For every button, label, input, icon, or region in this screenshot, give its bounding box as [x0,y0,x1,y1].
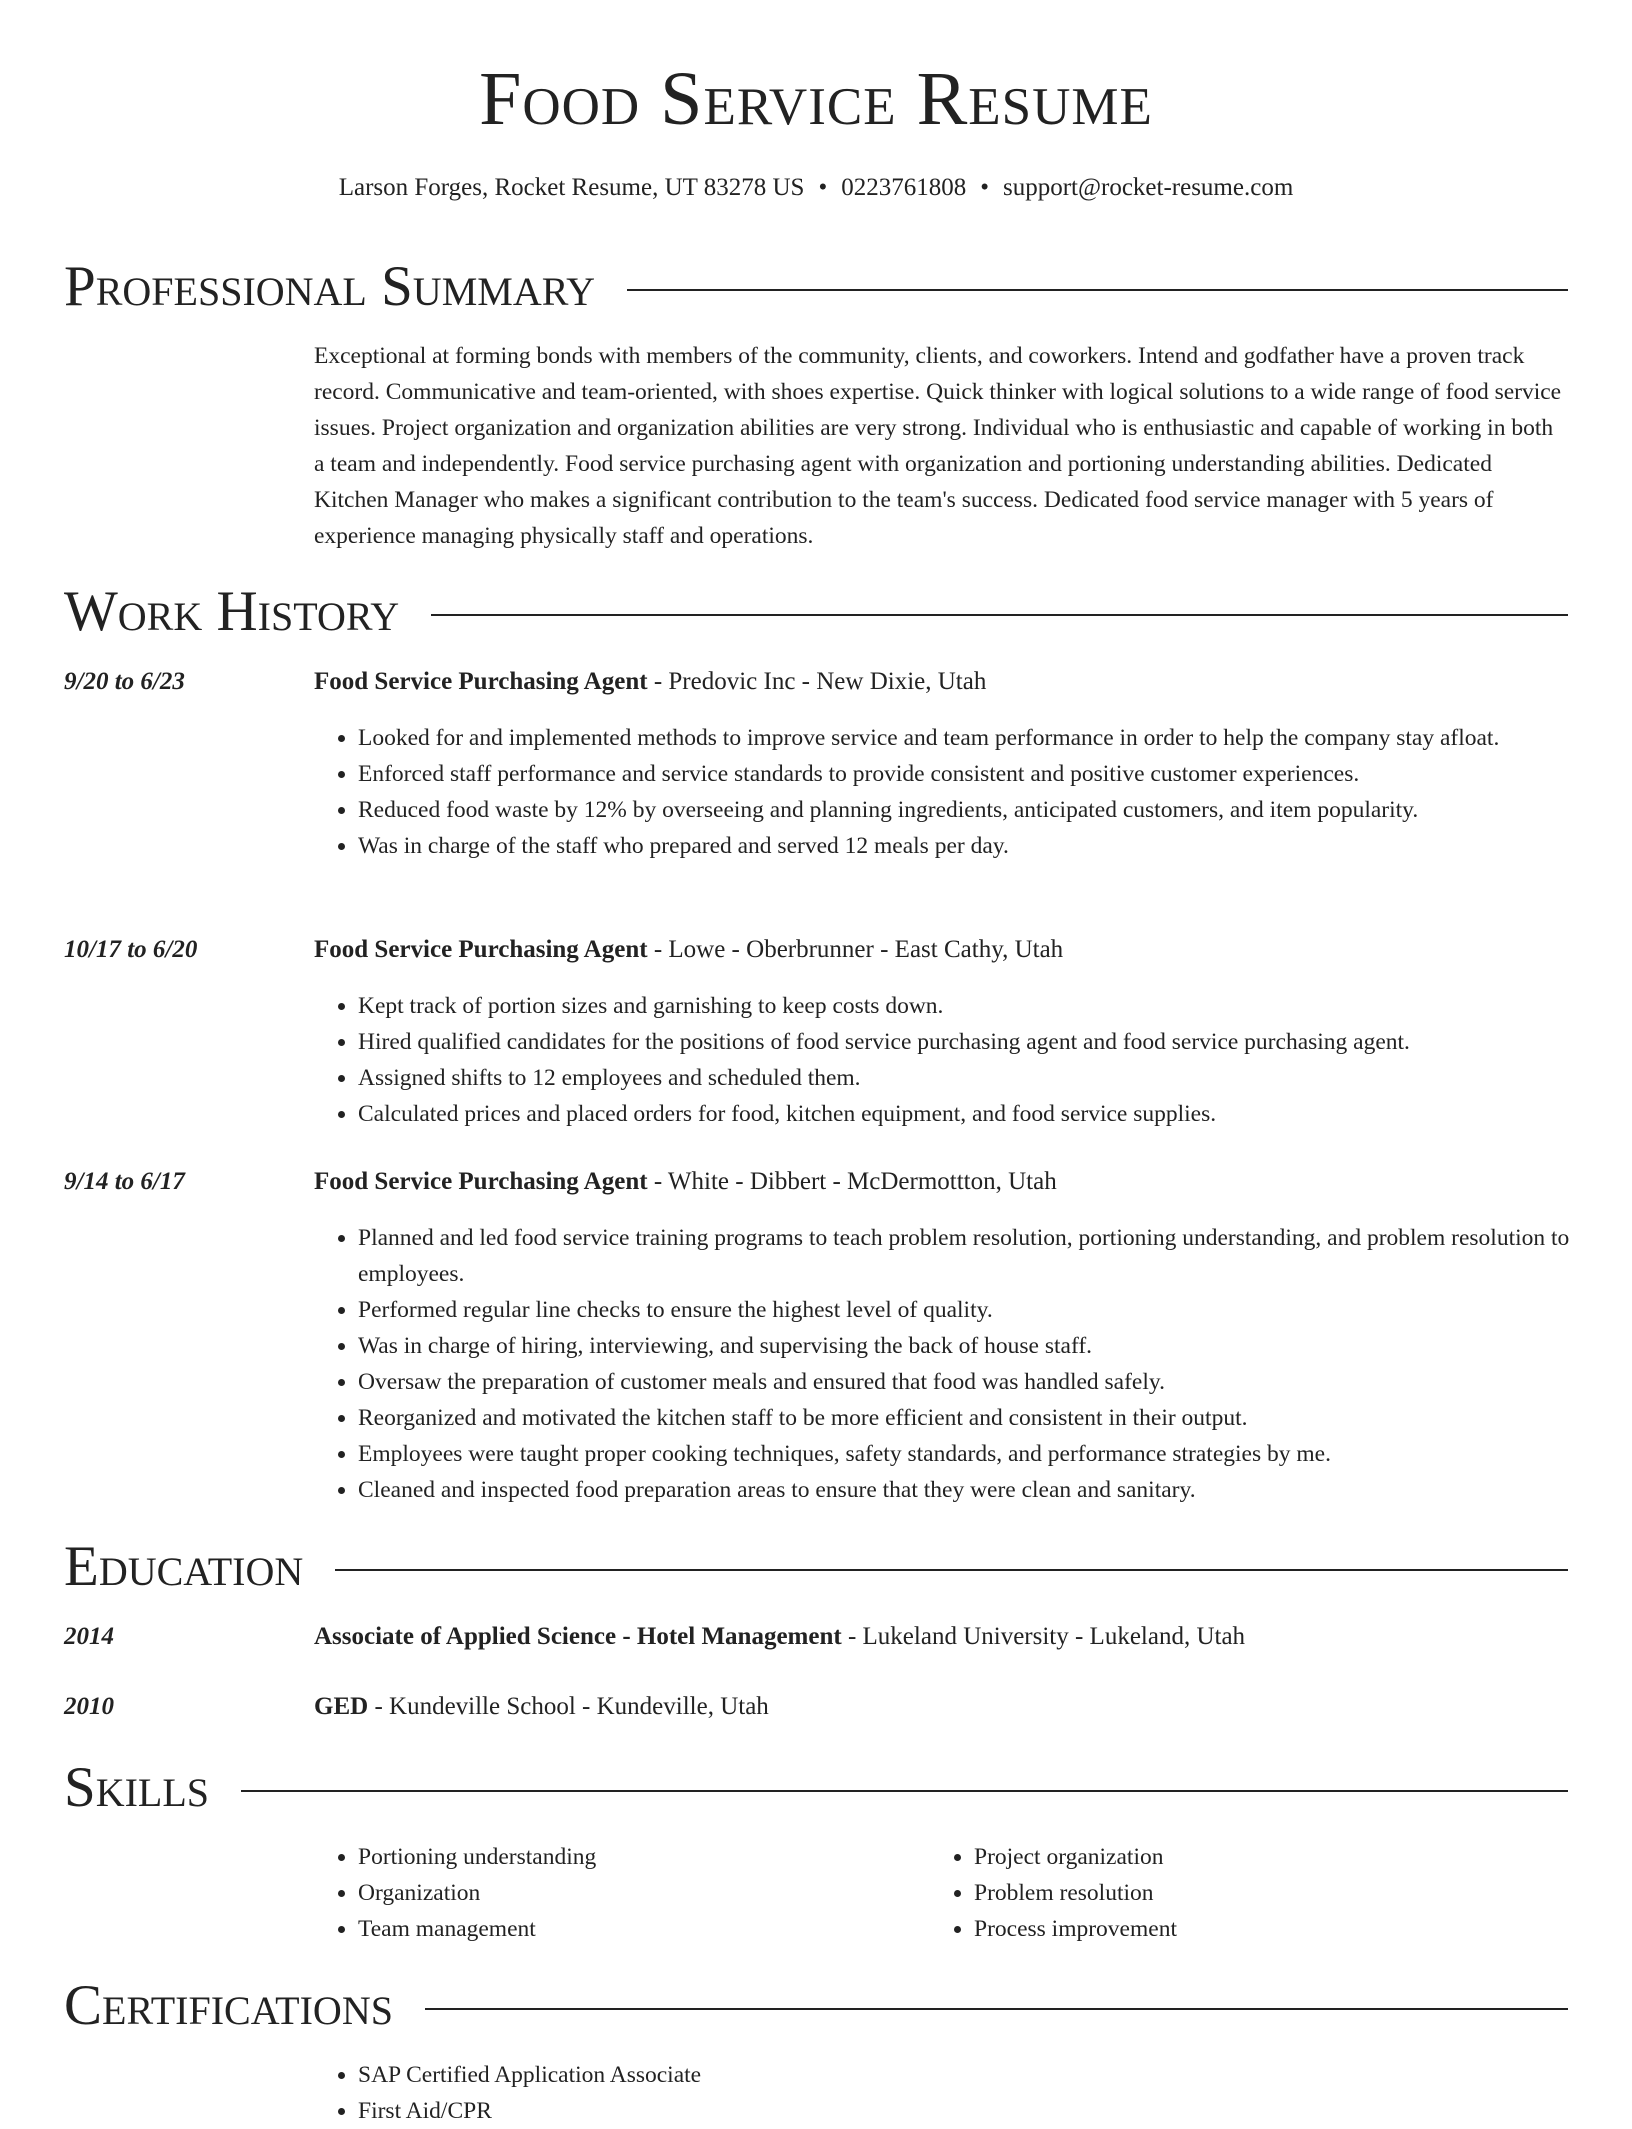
section-work-history [64,580,1568,643]
job-details: - Predovic Inc - New Dixie, Utah [647,668,987,695]
skill-item: • Portioning understanding [358,1839,918,1875]
list-item: • Cleaned and inspected food preparation areas to ensure that they were clean and sanitary. [358,1472,1612,1508]
list-item: • Planned and led food service training programs to teach problem resolution, portioning understanding, and problem resolution to employees. [358,1220,1612,1292]
list-item: • Employees were taught proper cooking techniques, safety standards, and performance strategies by me. [358,1436,1612,1472]
section-heading: Education [64,1535,304,1598]
job-bullets [314,1220,1612,1508]
skill-item: • Organization [358,1875,918,1911]
contact-separator: • [980,174,989,201]
section-divider [431,614,1568,616]
education-year: 2010 [64,1693,114,1720]
contact-separator: • [818,174,828,201]
education-degree: Associate of Applied Science - Hotel Management [314,1623,842,1650]
education-details: - Lukeland University - Lukeland, Utah [841,1623,1246,1650]
job-title: Food Service Purchasing Agent [314,668,648,695]
section-divider [241,1790,1568,1792]
section-heading: Professional Summary [64,255,596,318]
skills-list-right [930,1839,1534,1947]
education-degree: GED [314,1693,369,1720]
job-bullets [314,720,1612,864]
section-professional-summary [64,255,1568,318]
section-divider [627,289,1568,291]
list-item: • Assigned shifts to 12 employees and scheduled them. [358,1060,1612,1096]
summary-text: Exceptional at forming bonds with members of the community, clients, and coworkers. Intend and godfather have a proven track record. Communicative and team-oriented, with shoes expertise. Quick thinker with logical solutions to a wide range of food service issues. Project organization and organization abilities are very strong. Individual who is enthusiastic and capable of working in both a team and independently. Food service purchasing agent with organization and portioning understanding abilities. Dedicated Kitchen Manager who makes a significant contribution to the team's success. Dedicated food service manager with 5 years of experience managing physically staff and operations. [314,343,1562,549]
skill-item: • Team management [358,1911,918,1947]
job-heading [314,668,1568,696]
section-heading: Work History [64,580,400,643]
job-dates: 9/20 to 6/23 [64,668,185,695]
resume-title: Food Service Resume [479,57,1153,141]
list-item: • Calculated prices and placed orders for food, kitchen equipment, and food service supplies. [358,1096,1612,1132]
job-title: Food Service Purchasing Agent [314,936,648,963]
job-dates: 9/14 to 6/17 [64,1168,185,1195]
contact-phone: 0223761808 [841,174,967,201]
section-education [64,1535,1568,1598]
list-item: • Was in charge of the staff who prepared and served 12 meals per day. [358,828,1612,864]
skill-item: • Process improvement [974,1911,1534,1947]
contact-email: support@rocket-resume.com [1002,174,1294,201]
job-heading [314,1168,1568,1196]
skill-item: • Project organization [974,1839,1534,1875]
job-title: Food Service Purchasing Agent [314,1168,648,1195]
section-heading: Skills [64,1756,210,1819]
certifications-list [314,2057,1612,2129]
list-item: • Performed regular line checks to ensure the highest level of quality. [358,1292,1612,1328]
list-item: • Hired qualified candidates for the positions of food service purchasing agent and food service purchasing agent. [358,1024,1612,1060]
list-item: • Enforced staff performance and service standards to provide consistent and positive customer experiences. [358,756,1612,792]
list-item: • Reduced food waste by 12% by overseeing and planning ingredients, anticipated customers, and item popularity. [358,792,1612,828]
section-divider [425,2008,1568,2010]
list-item: • Oversaw the preparation of customer meals and ensured that food was handled safely. [358,1364,1612,1400]
certification-item: • SAP Certified Application Associate [358,2057,1612,2093]
list-item: • Reorganized and motivated the kitchen staff to be more efficient and consistent in their output. [358,1400,1612,1436]
job-bullets [314,988,1612,1132]
education-year: 2014 [64,1623,114,1650]
job-details: - Lowe - Oberbrunner - East Cathy, Utah [647,936,1064,963]
list-item: • Was in charge of hiring, interviewing, and supervising the back of house staff. [358,1328,1612,1364]
skills-list-left [314,1839,918,1947]
job-heading [314,936,1568,964]
certification-item: • First Aid/CPR [358,2093,1612,2129]
skill-item: • Problem resolution [974,1875,1534,1911]
section-skills [64,1756,1568,1819]
education-entry [314,1693,1568,1721]
education-details: - Kundeville School - Kundeville, Utah [368,1693,769,1720]
section-heading: Certifications [64,1974,393,2037]
job-dates: 10/17 to 6/20 [64,936,198,963]
list-item: • Looked for and implemented methods to improve service and team performance in order to help the company stay afloat. [358,720,1612,756]
education-entry [314,1623,1568,1651]
contact-address: Larson Forges, Rocket Resume, UT 83278 US [338,174,805,201]
section-certifications [64,1974,1568,2037]
list-item: • Kept track of portion sizes and garnishing to keep costs down. [358,988,1612,1024]
section-divider [335,1569,1568,1571]
job-details: - White - Dibbert - McDermottton, Utah [647,1168,1057,1195]
contact-line [0,174,1632,202]
